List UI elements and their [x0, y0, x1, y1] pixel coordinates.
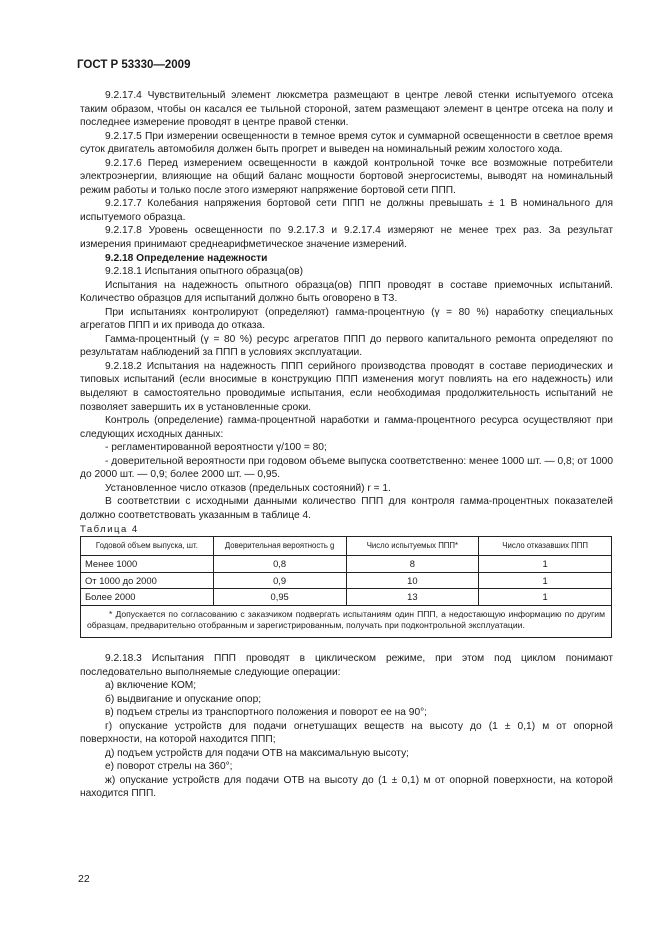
table-cell: От 1000 до 2000: [81, 572, 214, 589]
paragraph: 9.2.17.5 При измерении освещенности в темное время суток и суммарной освещенности в светлое время суток двигатель автомобиля должен быть прогрет и выведен на номинальный режим холостого хода.: [80, 130, 613, 156]
paragraphs-after-table: [80, 652, 613, 801]
table-4: [80, 536, 612, 638]
list-item: б) выдвигание и опускание опор;: [105, 693, 262, 705]
table-row: [81, 572, 612, 589]
paragraph: 9.2.18.3 Испытания ППП проводят в циклическом режиме, при этом под циклом понимают последовательно выполняемые следующие операции:: [80, 652, 613, 678]
paragraph: Гамма-процентный (γ = 80 %) ресурс агрегатов ППП до первого капитального ремонта определяют по результатам наблюдений за ППП в условиях эксплуатации.: [80, 333, 613, 359]
table-cell: 13: [346, 589, 479, 606]
paragraph: 9.2.18.2 Испытания на надежность ППП серийного производства проводят в составе периодических и типовых испытаний (если вносимые в конструкцию ППП изменения могут повлиять на его надежность) или выделяют в самостоятельно проводимые испытания, если необходимая продолжительность испытаний не позволяет завершить их в установленные сроки.: [80, 360, 613, 413]
table-header-cell: Число отказавших ППП: [479, 537, 612, 556]
table-cell: 1: [479, 589, 612, 606]
table-caption: Таблица 4: [80, 523, 139, 535]
paragraph: 9.2.17.7 Колебания напряжения бортовой сети ППП не должны превышать ± 1 В номинального для испытуемого образца.: [80, 198, 613, 223]
table-cell: 0,9: [213, 572, 346, 589]
list-item: г) опускание устройств для подачи огнетушащих веществ на высоту до (1 ± 0,1) м от опорной поверхности, на которой находится ППП;: [80, 720, 613, 746]
table-cell: 8: [346, 556, 479, 573]
paragraph: Установленное число отказов (предельных состояний) r = 1.: [105, 482, 391, 494]
page-number: 22: [78, 873, 90, 885]
spacer: [80, 638, 613, 652]
document-header: ГОСТ Р 53330—2009: [77, 59, 191, 71]
list-item: ж) опускание устройств для подачи ОТВ на высоту до (1 ± 0,1) м от опорной поверхности, на которой находится ППП.: [80, 774, 613, 800]
list-item: а) включение КОМ;: [105, 680, 197, 692]
paragraph: В соответствии с исходными данными количество ППП для контроля гамма-процентных показателей должно соответствовать указанным в таблице 4.: [80, 496, 613, 521]
paragraph: - регламентированной вероятности γ/100 = 80;: [105, 442, 327, 454]
paragraph: 9.2.18.1 Испытания опытного образца(ов): [105, 266, 303, 278]
table-cell: Менее 1000: [81, 556, 214, 573]
list-item: е) поворот стрелы на 360°;: [105, 761, 233, 773]
table-row: [81, 589, 612, 606]
table-cell: Более 2000: [81, 589, 214, 606]
table-footnote: * Допускается по согласованию с заказчиком подвергать испытаниям один ППП, а недостающую информацию по другим образцам, предварительно отобранным и зарегистрированным, получать при подконтрольной эксплуатации.: [81, 605, 612, 637]
table-cell: 0,95: [213, 589, 346, 606]
paragraphs-before-table: [80, 89, 613, 523]
page-content: [80, 89, 613, 801]
table-header-row: [81, 537, 612, 556]
paragraph: 9.2.17.6 Перед измерением освещенности в каждой контрольной точке все возможные потребители электроэнергии, влияющие на общий баланс мощности бортовой энергосистемы, выводят на номинальный режим работы и только после этого измеряют напряжение бортовой сети ППП.: [80, 157, 613, 196]
table-cell: 0,8: [213, 556, 346, 573]
paragraph: Контроль (определение) гамма-процентной наработки и гамма-процентного ресурса осуществляют при следующих исходных данных:: [80, 415, 613, 440]
table-note-row: [81, 605, 612, 637]
list-item: в) подъем стрелы из транспортного положения и поворот ее на 90°;: [105, 707, 428, 719]
table-cell: 10: [346, 572, 479, 589]
paragraph: 9.2.17.8 Уровень освещенности по 9.2.17.3 и 9.2.17.4 измеряют не менее трех раз. За результат измерения принимают среднеарифметическое значение измерений.: [80, 225, 613, 251]
paragraph: При испытаниях контролируют (определяют) гамма-процентную (γ = 80 %) наработку специальных агрегатов ППП и их привода до отказа.: [80, 306, 613, 332]
table-header-cell: Годовой объем выпуска, шт.: [81, 537, 214, 556]
table-header-cell: Число испытуемых ППП*: [346, 537, 479, 556]
table-cell: 1: [479, 556, 612, 573]
paragraph: Испытания на надежность опытного образца(ов) ППП проводят в составе приемочных испытаний. Количество образцов для испытаний должно быть оговорено в ТЗ.: [80, 279, 613, 305]
table-header-cell: Доверительная вероятность g: [213, 537, 346, 556]
paragraph: 9.2.17.4 Чувствительный элемент люксметра размещают в центре левой стенки испытуемого отсека таким образом, чтобы он касался ее тыльной стороной, затем размещают элемент в центре отсека на полу и последнее измерение проводят в центре правой стенки.: [80, 90, 613, 129]
list-item: д) подъем устройств для подачи ОТВ на максимальную высоту;: [105, 747, 410, 759]
table-cell: 1: [479, 572, 612, 589]
section-heading: 9.2.18 Определение надежности: [105, 252, 268, 264]
table-row: [81, 556, 612, 573]
paragraph: - доверительной вероятности при годовом объеме выпуска соответственно: менее 1000 шт. — 0,8; от 1000 до 2000 шт. — 0,9; более 2000 шт. — 0,95.: [80, 455, 613, 481]
